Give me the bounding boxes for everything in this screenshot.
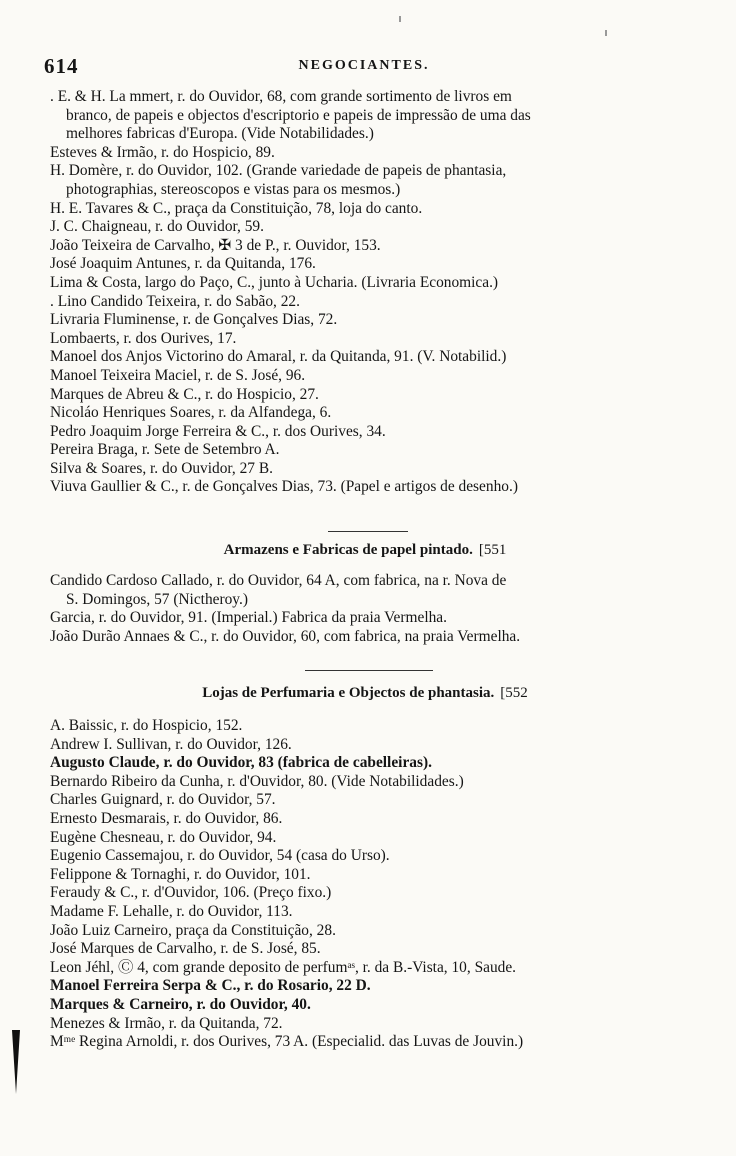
section-perfumery xyxy=(50,717,680,1052)
paper-fleck xyxy=(399,16,401,22)
entry: Silva & Soares, r. do Ouvidor, 27 B. xyxy=(50,459,273,477)
entry: Esteves & Irmão, r. do Hospicio, 89. xyxy=(50,143,275,161)
entry-continuation: branco, de papeis e objectos d'escriptorio e papeis de impressão de uma das xyxy=(66,106,531,124)
paper-fleck xyxy=(605,30,607,36)
entry: João Teixeira de Carvalho, ✠ 3 de P., r. Ouvidor, 153. xyxy=(50,236,381,254)
entry: José Marques de Carvalho, r. de S. José, 85. xyxy=(50,940,321,958)
section-number: [551 xyxy=(478,542,507,558)
section-divider xyxy=(328,531,408,532)
section-title xyxy=(50,542,680,559)
section-divider xyxy=(305,670,433,671)
entry: Pereira Braga, r. Sete de Setembro A. xyxy=(50,441,280,459)
entry: Ernesto Desmarais, r. do Ouvidor, 86. xyxy=(50,809,283,827)
entry: João Luiz Carneiro, praça da Constituição, 28. xyxy=(50,921,336,939)
entry: H. E. Tavares & C., praça da Constituição, 78, loja do canto. xyxy=(50,199,423,217)
section-title-text: Lojas de Perfumaria e Objectos de phantasia. xyxy=(202,685,495,701)
entry-continuation: melhores fabricas d'Europa. (Vide Notabilidades.) xyxy=(66,125,374,143)
entry: H. Domère, r. do Ouvidor, 102. (Grande variedade de papeis de phantasia, xyxy=(50,162,507,180)
margin-ink-mark xyxy=(12,1030,20,1094)
page-number: 614 xyxy=(44,54,79,78)
entry: Feraudy & C., r. d'Ouvidor, 106. (Preço fixo.) xyxy=(50,884,332,902)
entry: João Durão Annaes & C., r. do Ouvidor, 60, com fabrica, na praia Vermelha. xyxy=(50,627,521,645)
entry: Mᵐᵉ Regina Arnoldi, r. dos Ourives, 73 A. (Especialid. das Luvas de Jouvin.) xyxy=(50,1033,524,1051)
entry: Lima & Costa, largo do Paço, C., junto à Ucharia. (Livraria Economica.) xyxy=(50,273,499,291)
entry: Bernardo Ribeiro da Cunha, r. d'Ouvidor, 80. (Vide Notabilidades.) xyxy=(50,772,464,790)
entry: Livraria Fluminense, r. de Gonçalves Dias, 72. xyxy=(50,311,338,329)
entry: Leon Jéhl, Ⓒ 4, com grande deposito de perfumᵃˢ, r. da B.-Vista, 10, Saude. xyxy=(50,958,517,976)
entry-continuation: photographias, stereoscopos e vistas para os mesmos.) xyxy=(66,180,401,198)
entry: Felippone & Tornaghi, r. do Ouvidor, 101. xyxy=(50,865,311,883)
entry: Eugène Chesneau, r. do Ouvidor, 94. xyxy=(50,828,277,846)
entry: Manoel dos Anjos Victorino do Amaral, r. da Quitanda, 91. (V. Notabilid.) xyxy=(50,348,507,366)
entry: Marques & Carneiro, r. do Ouvidor, 40. xyxy=(50,995,311,1013)
entry: Augusto Claude, r. do Ouvidor, 83 (fabrica de cabelleiras). xyxy=(50,754,432,772)
entry: . E. & H. La mmert, r. do Ouvidor, 68, com grande sortimento de livros em xyxy=(50,88,512,105)
entry: José Joaquim Antunes, r. da Quitanda, 176. xyxy=(50,255,316,273)
section-stationers xyxy=(50,88,680,497)
entry: J. C. Chaigneau, r. do Ouvidor, 59. xyxy=(50,218,264,236)
entry: Lombaerts, r. dos Ourives, 17. xyxy=(50,329,237,347)
entry: . Lino Candido Teixeira, r. do Sabão, 22. xyxy=(50,292,300,310)
entry: Charles Guignard, r. do Ouvidor, 57. xyxy=(50,791,276,809)
page-header xyxy=(44,54,684,76)
entry: Manoel Ferreira Serpa & C., r. do Rosario, 22 D. xyxy=(50,977,371,995)
entry: Viuva Gaullier & C., r. de Gonçalves Dias, 73. (Papel e artigos de desenho.) xyxy=(50,478,518,496)
entry: Madame F. Lehalle, r. do Ouvidor, 113. xyxy=(50,902,293,920)
entry: Nicoláo Henriques Soares, r. da Alfandega, 6. xyxy=(50,404,332,422)
section-title-text: Armazens e Fabricas de papel pintado. xyxy=(223,542,473,558)
entry: A. Baissic, r. do Hospicio, 152. xyxy=(50,717,243,734)
section-wallpaper xyxy=(50,572,680,646)
entry: Andrew I. Sullivan, r. do Ouvidor, 126. xyxy=(50,735,292,753)
entry-continuation: S. Domingos, 57 (Nictheroy.) xyxy=(66,590,248,608)
entry: Candido Cardoso Callado, r. do Ouvidor, 64 A, com fabrica, na r. Nova de xyxy=(50,572,507,589)
entry: Pedro Joaquim Jorge Ferreira & C., r. dos Ourives, 34. xyxy=(50,422,386,440)
section-number: [552 xyxy=(500,685,528,701)
entry: Manoel Teixeira Maciel, r. de S. José, 96. xyxy=(50,366,306,384)
section-title xyxy=(50,685,680,702)
entry: Marques de Abreu & C., r. do Hospicio, 27. xyxy=(50,385,319,403)
entry: Menezes & Irmão, r. da Quitanda, 72. xyxy=(50,1014,283,1032)
entry: Garcia, r. do Ouvidor, 91. (Imperial.) Fabrica da praia Vermelha. xyxy=(50,609,447,627)
entry: Eugenio Cassemajou, r. do Ouvidor, 54 (casa do Urso). xyxy=(50,847,390,865)
running-title: NEGOCIANTES. xyxy=(298,58,430,73)
